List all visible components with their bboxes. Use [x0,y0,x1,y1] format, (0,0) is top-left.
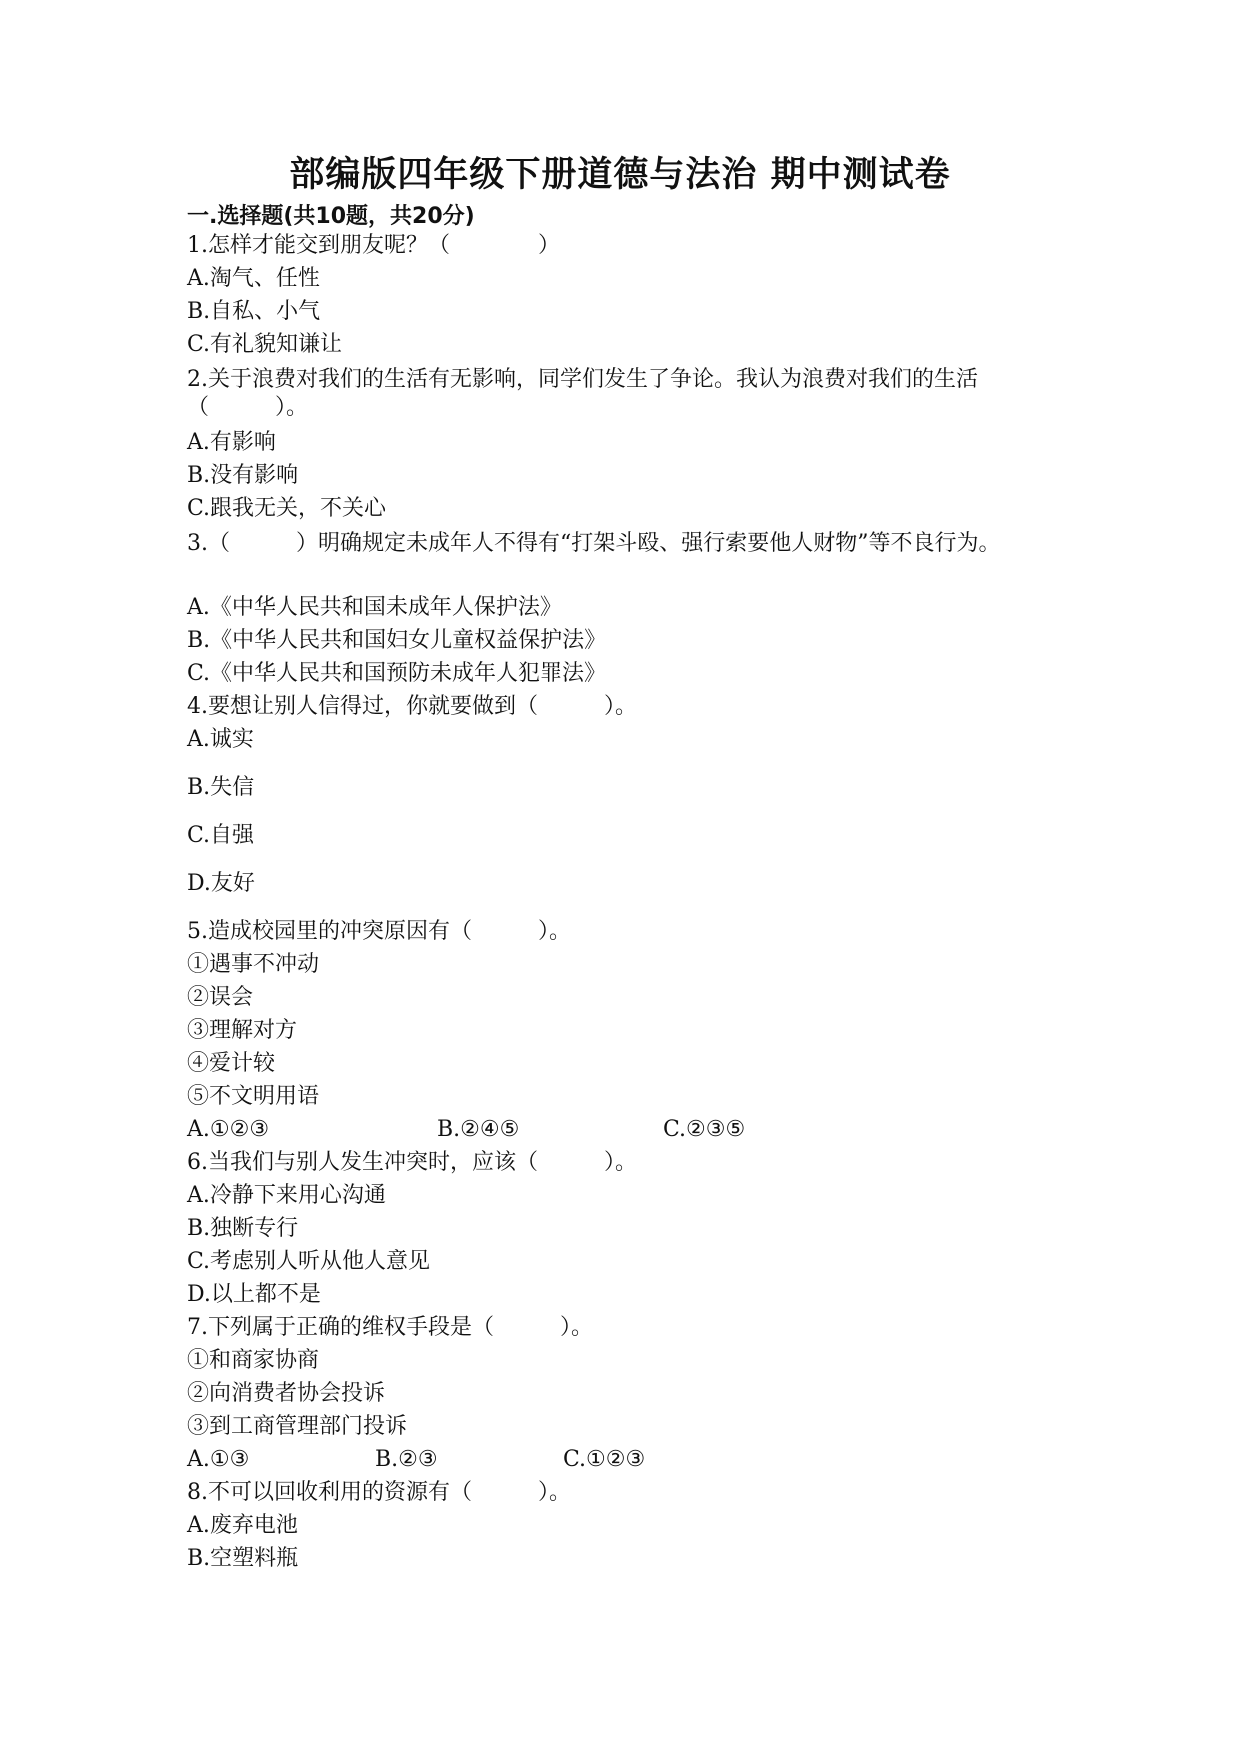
question-1-option-b: B.自私、小气 [187,299,321,324]
question-1-option-c: C.有礼貌知谦让 [187,332,343,357]
question-8-option-b: B.空塑料瓶 [187,1546,299,1571]
question-8-stem: 8.不可以回收利用的资源有（ ）。 [187,1480,571,1505]
question-1-option-a: A.淘气、任性 [187,266,320,291]
question-6-option-a: A.冷静下来用心沟通 [187,1183,386,1208]
question-5-item-2: ②误会 [187,985,254,1010]
question-6-option-b: B.独断专行 [187,1216,299,1241]
question-7-option-c: C.①②③ [563,1447,646,1472]
question-2-option-b: B.没有影响 [187,463,299,488]
question-4-option-d: D.友好 [187,871,255,896]
question-3-stem: 3.（ ）明确规定未成年人不得有“打架斗殴、强行索要他人财物”等不良行为。 [187,531,1001,556]
question-6-option-c: C.考虑别人听从他人意见 [187,1249,431,1274]
question-5-option-c: C.②③⑤ [663,1117,746,1142]
question-7-item-1: ①和商家协商 [187,1348,320,1373]
question-6-option-d: D.以上都不是 [187,1282,321,1307]
question-2-stem: 2.关于浪费对我们的生活有无影响，同学们发生了争论。我认为浪费对我们的生活（ ）。 [187,367,978,420]
question-2-option-c: C.跟我无关，不关心 [187,496,387,521]
question-6-stem: 6.当我们与别人发生冲突时，应该（ ）。 [187,1150,637,1175]
question-5-item-3: ③理解对方 [187,1018,298,1043]
section-heading: 一.选择题(共10题，共20分) [187,204,475,229]
question-2-option-a: A.有影响 [187,430,276,455]
question-3-option-c: C.《中华人民共和国预防未成年人犯罪法》 [187,661,607,686]
page-title: 部编版四年级下册道德与法治 期中测试卷 [289,155,951,195]
question-4-option-c: C.自强 [187,823,255,848]
question-4-option-a: A.诚实 [187,727,254,752]
question-7-option-a: A.①③ [187,1447,250,1472]
question-8-option-a: A.废弃电池 [187,1513,298,1538]
question-5-item-1: ①遇事不冲动 [187,952,320,977]
question-7-option-b: B.②③ [375,1447,438,1472]
question-4-stem: 4.要想让别人信得过，你就要做到（ ）。 [187,694,637,719]
question-7-item-2: ②向消费者协会投诉 [187,1381,386,1406]
question-5-item-4: ④爱计较 [187,1051,276,1076]
question-3-option-b: B.《中华人民共和国妇女儿童权益保护法》 [187,628,607,653]
question-5-option-a: A.①②③ [187,1117,270,1142]
question-1-stem: 1.怎样才能交到朋友呢？（ ） [187,233,560,258]
question-3-option-a: A.《中华人民共和国未成年人保护法》 [187,595,562,620]
question-5-stem: 5.造成校园里的冲突原因有（ ）。 [187,919,571,944]
question-7-item-3: ③到工商管理部门投诉 [187,1414,408,1439]
question-5-option-b: B.②④⑤ [437,1117,520,1142]
question-4-option-b: B.失信 [187,775,255,800]
question-7-stem: 7.下列属于正确的维权手段是（ ）。 [187,1315,593,1340]
question-5-item-5: ⑤不文明用语 [187,1084,320,1109]
